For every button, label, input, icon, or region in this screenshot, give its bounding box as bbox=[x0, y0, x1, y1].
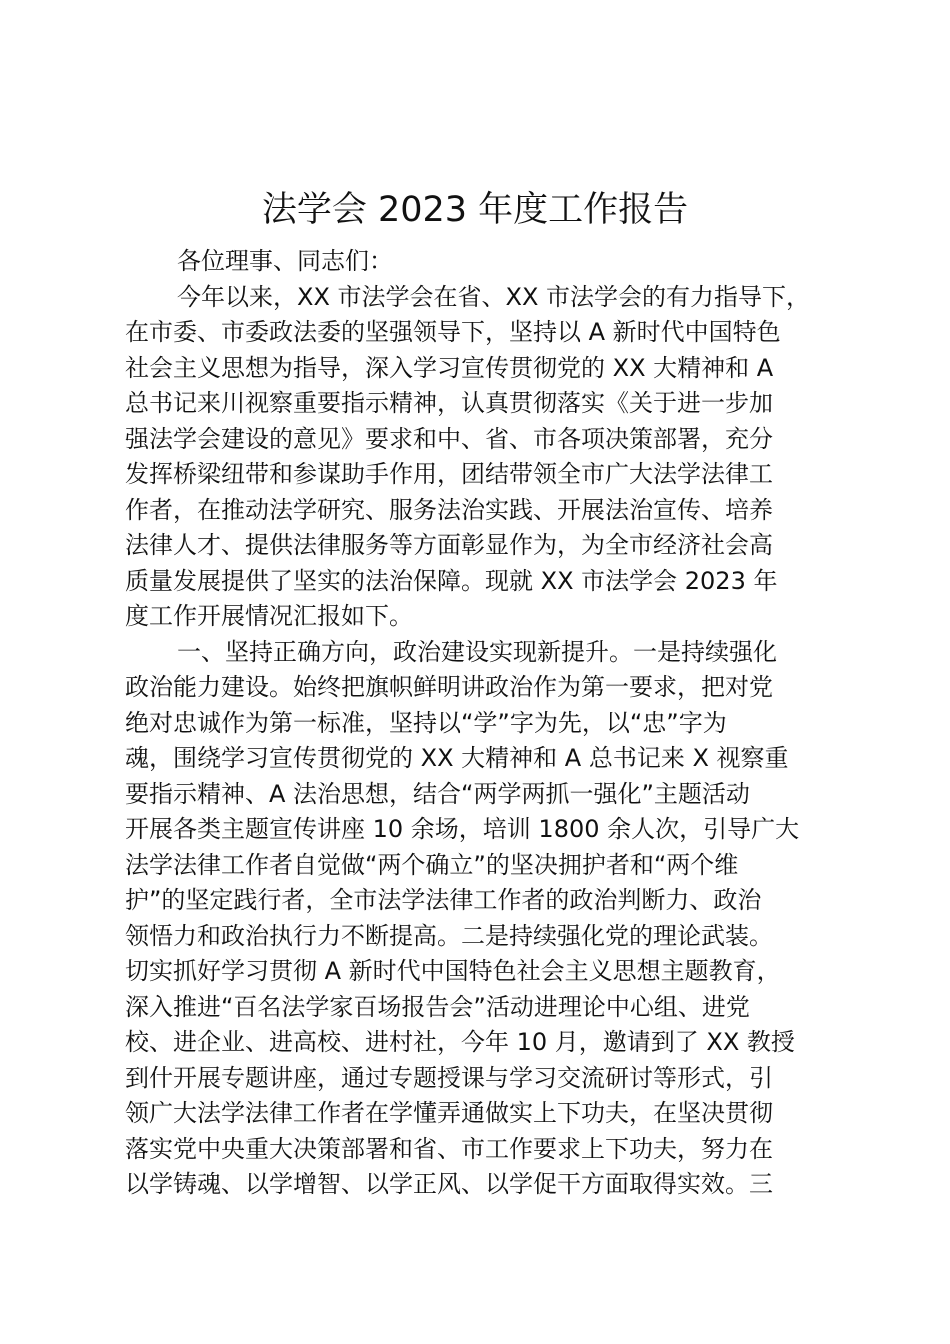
text-line: 总书记来川视察重要指示精神，认真贯彻落实《关于进一步加 bbox=[125, 389, 773, 417]
text-line: 在市委、市委政法委的坚强领导下，坚持以 A 新时代中国特色 bbox=[125, 318, 781, 346]
text-line: 领悟力和政治执行力不断提高。二是持续强化党的理论武装。 bbox=[125, 921, 773, 950]
text-line: 魂，围绕学习宣传贯彻党的 XX 大精神和 A 总书记来 X 视察重 bbox=[125, 744, 789, 772]
text-line: 领广大法学法律工作者在学懂弄通做实上下功夫，在坚决贯彻 bbox=[125, 1099, 773, 1127]
greeting-line: 各位理事、同志们： bbox=[177, 247, 393, 275]
text-line: 开展各类主题宣传讲座 10 余场，培训 1800 余人次，引导广大 bbox=[125, 815, 800, 843]
text-line: 深入推进“百名法学家百场报告会”活动进理论中心组、进党 bbox=[125, 992, 750, 1021]
text-line: 作者，在推动法学研究、服务法治实践、开展法治宣传、培养 bbox=[125, 495, 773, 524]
text-line: 绝对忠诚作为第一标准，坚持以“学”字为先，以“忠”字为 bbox=[125, 708, 727, 737]
text-line: 今年以来，XX 市法学会在省、XX 市法学会的有力指导下， bbox=[177, 282, 811, 311]
text-line: 强法学会建设的意见》要求和中、省、市各项决策部署，充分 bbox=[125, 424, 773, 453]
text-line: 校、进企业、进高校、进村社，今年 10 月，邀请到了 XX 教授 bbox=[125, 1028, 795, 1056]
paragraph-section-one bbox=[125, 635, 837, 1203]
paragraph-intro bbox=[125, 280, 837, 635]
text-line: 护”的坚定践行者，全市法学法律工作者的政治判断力、政治 bbox=[125, 886, 762, 914]
text-line: 到什开展专题讲座，通过专题授课与学习交流研讨等形式，引 bbox=[125, 1063, 773, 1092]
text-line: 度工作开展情况汇报如下。 bbox=[125, 602, 413, 630]
text-line: 政治能力建设。始终把旗帜鲜明讲政治作为第一要求，把对党 bbox=[125, 673, 773, 701]
text-line: 法学法律工作者自觉做“两个确立”的坚决拥护者和“两个维 bbox=[125, 850, 739, 879]
text-line: 以学铸魂、以学增智、以学正风、以学促干方面取得实效。三 bbox=[125, 1170, 773, 1198]
text-line: 切实抓好学习贯彻 A 新时代中国特色社会主义思想主题教育， bbox=[125, 957, 781, 985]
text-line: 发挥桥梁纽带和参谋助手作用，团结带领全市广大法学法律工 bbox=[125, 460, 773, 488]
text-line: 要指示精神、A 法治思想，结合“两学两抓一强化”主题活动 bbox=[125, 779, 750, 808]
text-line: 社会主义思想为指导，深入学习宣传贯彻党的 XX 大精神和 A bbox=[125, 353, 774, 382]
document-body bbox=[125, 244, 837, 1203]
text-line: 一、坚持正确方向，政治建设实现新提升。一是持续强化 bbox=[177, 637, 777, 666]
document-title: 法学会 2023 年度工作报告 bbox=[261, 190, 689, 230]
text-line: 法律人才、提供法律服务等方面彰显作为，为全市经济社会高 bbox=[125, 531, 773, 559]
text-line: 落实党中央重大决策部署和省、市工作要求上下功夫，努力在 bbox=[125, 1134, 773, 1163]
text-line: 质量发展提供了坚实的法治保障。现就 XX 市法学会 2023 年 bbox=[125, 566, 778, 595]
